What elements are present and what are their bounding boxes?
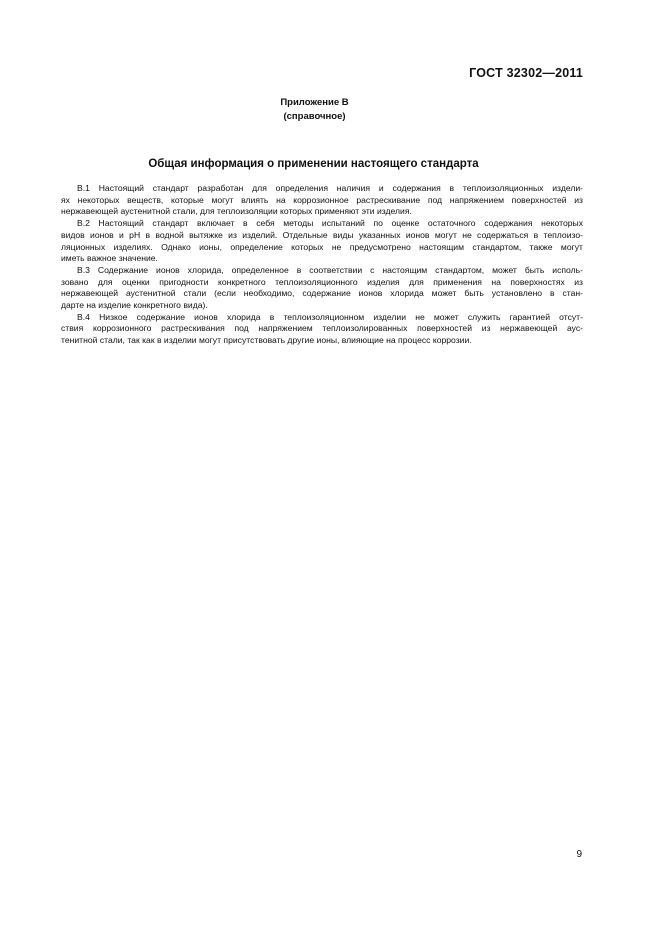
paragraph-line: ствия коррозионного растрескивания под напряжением теплоизолированных поверхностей из нержавеющей аус- bbox=[61, 323, 583, 334]
annex-subtitle: (справочное) bbox=[283, 111, 346, 122]
paragraph-line: ляционных изделиях. Однако ионы, определение которых не предусмотрено настоящим стандартом, также могут bbox=[61, 241, 583, 252]
paragraph-line: видов ионов и pH в водной вытяжке из изделий. Отдельные виды указанных ионов могут не содержаться в теплоизо- bbox=[61, 229, 583, 240]
paragraph-line: В.4 Низкое содержание ионов хлорида в теплоизоляционном изделии не может служить гарантией отсут- bbox=[77, 311, 583, 322]
paragraph-b3 bbox=[61, 264, 583, 312]
paragraph-line: В.2 Настоящий стандарт включает в себя методы испытаний по оценке остаточного содержания некоторых bbox=[77, 218, 583, 229]
paragraph-b1 bbox=[61, 183, 583, 218]
paragraph-line: ях некоторых веществ, которые могут влиять на коррозионное растрескивание под напряжением поверхностей из bbox=[61, 194, 583, 205]
body-text bbox=[61, 183, 583, 347]
section-title-text: Общая информация о применении настоящего стандарта bbox=[148, 158, 479, 170]
paragraph-line: иметь важное значение. bbox=[61, 253, 158, 264]
paragraph-line: В.3 Содержание ионов хлорида, определенное в соответствии с настоящим стандартом, может быть исполь- bbox=[77, 264, 583, 275]
section-title bbox=[0, 158, 661, 170]
paragraph-line: В.1 Настоящий стандарт разработан для определения наличия и содержания в теплоизоляционных издели- bbox=[77, 183, 583, 193]
page-number: 9 bbox=[576, 849, 582, 860]
paragraph-line: дарте на изделие конкретного вида). bbox=[61, 300, 208, 311]
paragraph-line: тенитной стали, так как в изделии могут присутствовать другие ионы, влияющие на процесс коррозии. bbox=[61, 335, 472, 346]
annex-title: Приложение В bbox=[280, 97, 349, 108]
paragraph-b2 bbox=[61, 218, 583, 265]
annex-heading bbox=[0, 96, 661, 124]
paragraph-line: зовано для оценки пригодности конкретного теплоизоляционного изделия для применения на поверхностях из bbox=[61, 276, 583, 287]
paragraph-line: нержавеющей аустенитной стали, для теплоизоляции которых применяют эти изделия. bbox=[61, 206, 412, 217]
paragraph-b4 bbox=[61, 311, 583, 347]
standard-code: ГОСТ 32302—2011 bbox=[469, 66, 583, 80]
paragraph-line: нержавеющей аустенитной стали (если необходимо, содержание ионов хлорида может быть установлено в стан- bbox=[61, 288, 583, 299]
